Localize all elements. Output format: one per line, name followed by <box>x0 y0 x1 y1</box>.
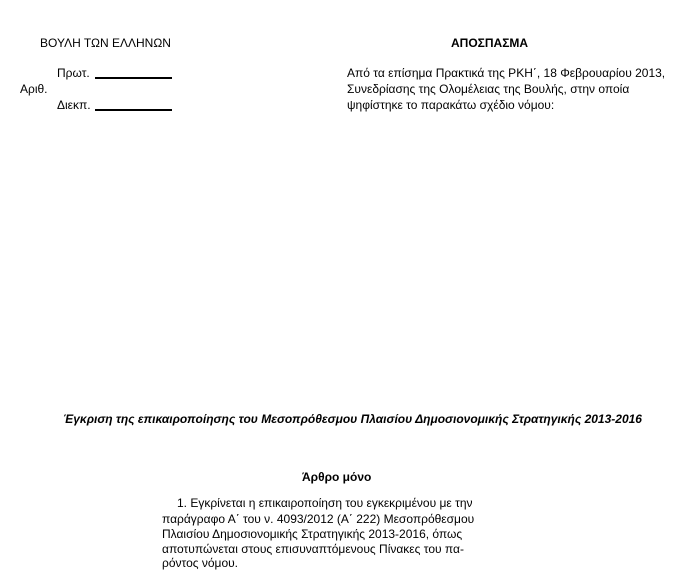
dispatch-number-field <box>95 109 172 111</box>
intro-line: Συνεδρίασης της Ολομέλειας της Βουλής, στην οποία <box>347 82 630 96</box>
intro-line: ψηφίστηκε το παρακάτω σχέδιο νόμου: <box>347 98 555 112</box>
protocol-label: Πρωτ. <box>57 66 90 80</box>
paragraph-line: Πλαισίου Δημοσιονομικής Στρατηγικής 2013-2016, όπως <box>162 527 463 541</box>
paragraph-line: 1. Εγκρίνεται η επικαιροποίηση του εγκεκριμένου με την <box>177 496 473 510</box>
document-type-heading: ΑΠΟΣΠΑΣΜΑ <box>451 36 529 50</box>
article-heading: Άρθρο μόνο <box>302 470 372 484</box>
dispatch-label: Διεκπ. <box>57 98 91 112</box>
number-label: Αριθ. <box>20 82 48 96</box>
paragraph-line: αποτυπώνεται στους επισυναπτόμενους Πίνακες του πα- <box>162 542 464 556</box>
bill-title: Έγκριση της επικαιροποίησης του Μεσοπρόθεσμου Πλαισίου Δημοσιονομικής Στρατηγικής 2013-2016 <box>63 412 642 426</box>
paragraph-line: ρόντος νόμου. <box>162 556 239 570</box>
authority-heading: ΒΟΥΛΗ ΤΩΝ ΕΛΛΗΝΩΝ <box>40 36 171 50</box>
paragraph-line: παράγραφο Α΄ του ν. 4093/2012 (Α΄ 222) Μεσοπρόθεσμου <box>162 512 475 526</box>
protocol-number-field <box>95 77 172 79</box>
intro-line: Από τα επίσημα Πρακτικά της ΡΚΗ΄, 18 Φεβρουαρίου 2013, <box>347 66 666 80</box>
